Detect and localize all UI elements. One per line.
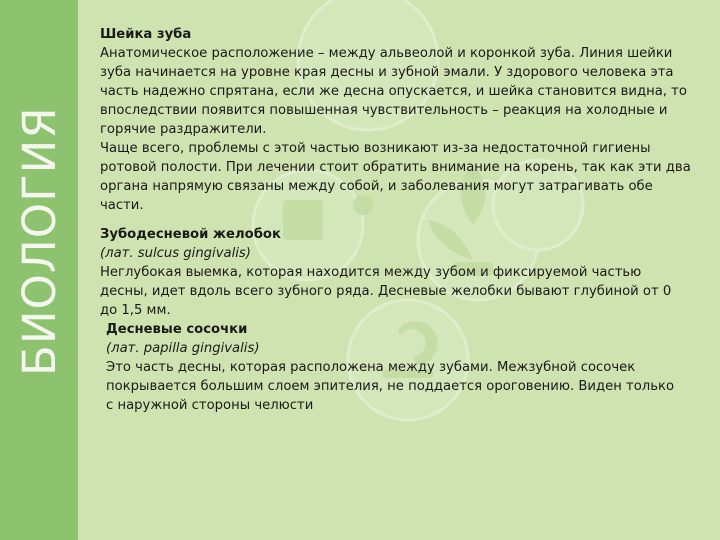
neck-line-9: части. xyxy=(100,198,144,213)
neck-line-8: органа напрямую связаны между собой, и заболевания могут затрагивать обе xyxy=(100,179,653,194)
neck-line-3: часть надежно спрятана, если же десна опускается, и шейка становится видна, то xyxy=(100,84,687,99)
neck-heading: Шейка зуба xyxy=(100,27,192,42)
neck-line-1: Анатомическое расположение – между альвеолой и коронкой зуба. Линия шейки xyxy=(100,46,673,61)
papillae-heading: Десневые сосочки xyxy=(106,322,248,337)
neck-line-4: впоследствии появится повышенная чувствительность – реакция на холодные и xyxy=(100,103,668,118)
groove-heading: Зубодесневой желобок xyxy=(100,227,281,242)
neck-line-6: Чаще всего, проблемы с этой частью возникают из-за недостаточной гигиены xyxy=(100,141,651,156)
groove-line-2: десны, идет вдоль всего зубного ряда. Десневые желобки бывают глубиной от 0 xyxy=(100,284,672,299)
neck-line-2: зуба начинается на уровне края десны и зубной эмали. У здорового человека эта xyxy=(100,65,674,80)
groove-line-1: Неглубокая выемка, которая находится между зубом и фиксируемой частью xyxy=(100,265,642,280)
groove-line-3: до 1,5 мм. xyxy=(100,303,171,318)
neck-line-5: горячие раздражители. xyxy=(100,122,267,137)
content xyxy=(100,25,720,415)
sidebar xyxy=(0,0,78,540)
papillae-line-1: Это часть десны, которая расположена между зубами. Межзубной сосочек xyxy=(106,360,636,375)
papillae-line-3: с наружной стороны челюсти xyxy=(106,398,314,413)
groove-latin: (лат. sulcus gingivalis) xyxy=(100,246,251,261)
papillae-block xyxy=(100,320,720,415)
papillae-latin: (лат. papilla gingivalis) xyxy=(106,341,260,356)
sidebar-title: БИОЛОГИЯ xyxy=(13,106,66,376)
papillae-line-2: покрывается большим слоем эпителия, не поддается ороговению. Виден только xyxy=(106,379,675,394)
neck-line-7: ротовой полости. При лечении стоит обратить внимание на корень, так как эти два xyxy=(100,160,691,175)
